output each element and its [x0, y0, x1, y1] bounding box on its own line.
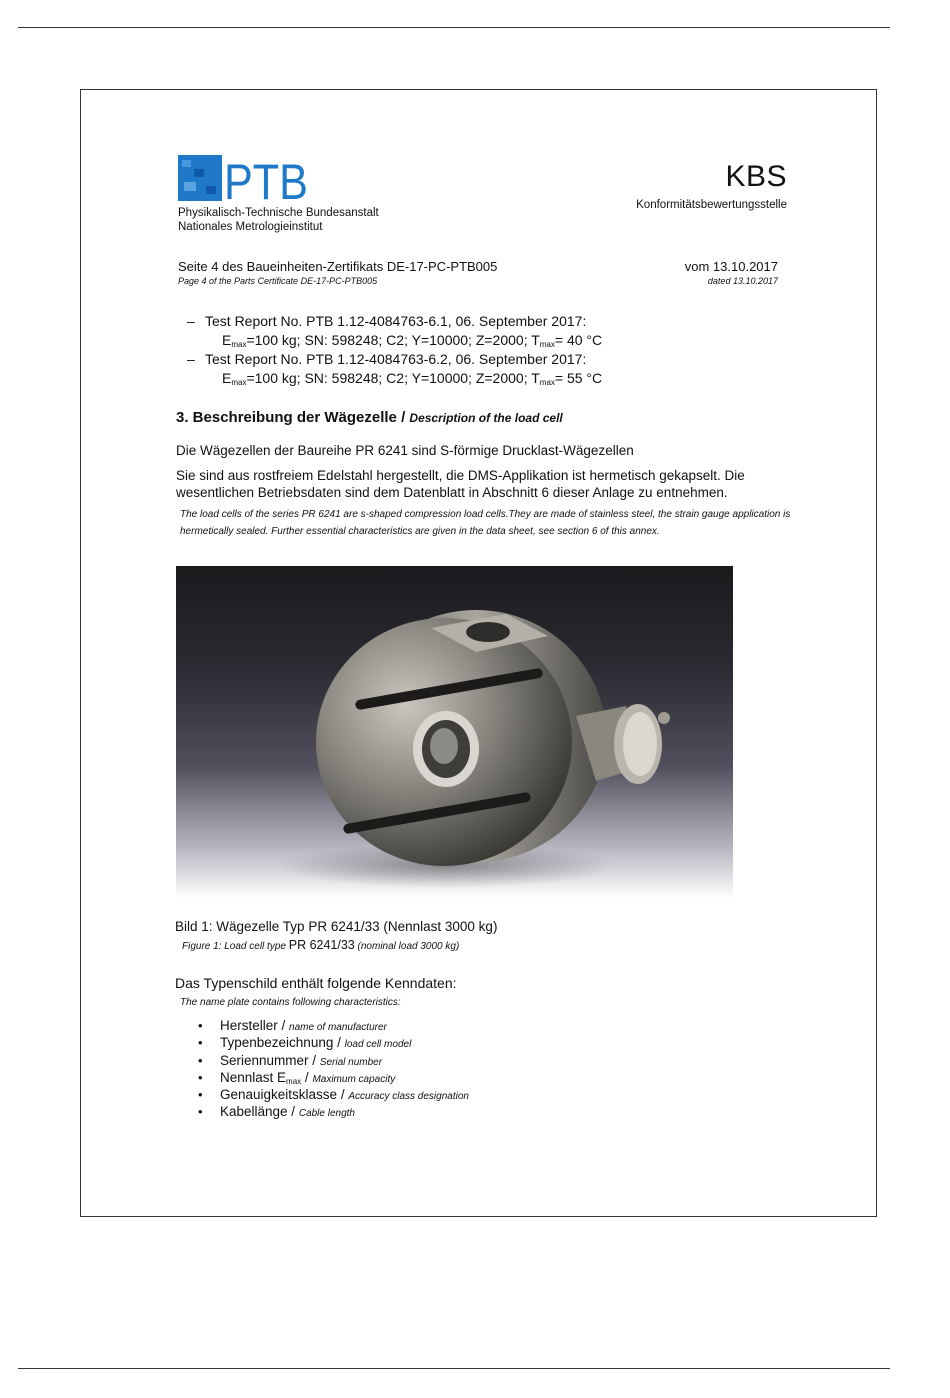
- figure-caption-de: Bild 1: Wägezelle Typ PR 6241/33 (Nennlast 3000 kg): [175, 919, 498, 934]
- bullet: •: [198, 1018, 203, 1033]
- item-subscript: max: [286, 1076, 302, 1086]
- bottom-rule: [18, 1368, 890, 1369]
- description-paragraph-2: Sie sind aus rostfreiem Edelstahl hergestellt, die DMS-Applikation ist hermetisch gekapselt. Die wesentlichen Betriebsdaten sind dem Datenblatt in Abschnitt 6 dieser Anlage zu entnehmen.: [176, 468, 745, 500]
- list-item: [198, 1103, 469, 1120]
- item-de: Typenbezeichnung /: [220, 1035, 345, 1051]
- nameplate-heading-de: Das Typenschild enthält folgende Kenndaten:: [175, 975, 457, 991]
- test-report-details: [222, 332, 602, 349]
- load-cell-illustration: [176, 566, 733, 899]
- test-report-title: Test Report No. PTB 1.12-4084763-6.2, 06. September 2017:: [205, 351, 587, 367]
- item-en: Accuracy class designation: [348, 1091, 469, 1103]
- temperature: = 40 °C: [554, 332, 603, 348]
- details-text: =100 kg; SN: 598248; C2; Y=10000; Z=2000; T: [246, 332, 540, 348]
- e-symbol: E: [222, 332, 232, 348]
- section-heading: [176, 409, 563, 426]
- caption-en-part: Figure 1: Load cell type: [182, 941, 289, 952]
- e-subscript: max: [231, 340, 247, 349]
- list-dash: –: [187, 351, 195, 367]
- details-text: =100 kg; SN: 598248; C2; Y=10000; Z=2000; T: [246, 370, 540, 386]
- top-rule: [18, 27, 890, 28]
- item-en: name of manufacturer: [289, 1022, 387, 1033]
- section-heading-de: 3. Beschreibung der Wägezelle /: [176, 409, 410, 426]
- bullet: •: [198, 1087, 203, 1103]
- t-subscript: max: [539, 378, 555, 387]
- ptb-logo-text: PTB: [224, 154, 308, 210]
- item-en: load cell model: [344, 1039, 412, 1051]
- nameplate-list: [198, 1017, 469, 1121]
- ptb-logo: [178, 154, 308, 210]
- list-item: [198, 1034, 469, 1051]
- list-item: [198, 1017, 469, 1034]
- caption-en-model: PR 6241/33: [288, 938, 355, 952]
- item-de: Genauigkeitsklasse /: [220, 1087, 349, 1103]
- kbs-subtitle: Konformitätsbewertungsstelle: [636, 199, 787, 211]
- certificate-date-de: vom 13.10.2017: [684, 259, 778, 274]
- list-item: [198, 1069, 469, 1086]
- institute-subtitle: Nationales Metrologieinstitut: [178, 221, 323, 233]
- item-de: Nennlast E: [220, 1069, 287, 1085]
- nameplate-heading-en: The name plate contains following characteristics:: [180, 997, 401, 1008]
- bullet: •: [198, 1069, 203, 1085]
- test-report-title: Test Report No. PTB 1.12-4084763-6.1, 06. September 2017:: [205, 313, 587, 329]
- bullet: •: [198, 1052, 203, 1068]
- item-en: Maximum capacity: [312, 1073, 396, 1085]
- temperature: = 55 °C: [554, 370, 603, 386]
- item-en: Serial number: [319, 1056, 383, 1068]
- bullet: •: [198, 1035, 203, 1051]
- t-subscript: max: [539, 340, 555, 349]
- e-symbol: E: [222, 370, 232, 386]
- figure-caption-en: [182, 938, 459, 952]
- item-en: Cable length: [298, 1108, 355, 1120]
- test-report-details: [222, 370, 602, 387]
- certificate-date-en: dated 13.10.2017: [707, 276, 778, 286]
- institute-name: Physikalisch-Technische Bundesanstalt: [178, 207, 379, 219]
- item-de: Hersteller /: [220, 1018, 290, 1033]
- item-de: /: [301, 1069, 313, 1085]
- caption-en-part: (nominal load 3000 kg): [354, 941, 460, 952]
- bullet: •: [198, 1104, 203, 1120]
- description-paragraph-en: The load cells of the series PR 6241 are s-shaped compression load cells.They are made of stainless steel, the strain gauge application is hermetically sealed. Further essential characteristics are given in the data sheet, see section 6 of this annex.: [180, 509, 791, 537]
- section-heading-en: Description of the load cell: [409, 411, 563, 425]
- description-paragraph-1: Die Wägezellen der Baureihe PR 6241 sind S-förmige Drucklast-Wägezellen: [176, 443, 634, 458]
- load-cell-photo: [176, 566, 733, 899]
- item-de: Seriennummer /: [220, 1052, 320, 1068]
- item-de: Kabellänge /: [220, 1104, 299, 1120]
- kbs-title: KBS: [725, 160, 787, 193]
- list-dash: –: [187, 313, 195, 329]
- e-subscript: max: [231, 378, 247, 387]
- certificate-reference-de: Seite 4 des Baueinheiten-Zertifikats DE-17-PC-PTB005: [178, 259, 498, 274]
- certificate-reference-en: Page 4 of the Parts Certificate DE-17-PC-PTB005: [178, 276, 378, 286]
- list-item: [198, 1086, 469, 1103]
- list-item: [198, 1052, 469, 1069]
